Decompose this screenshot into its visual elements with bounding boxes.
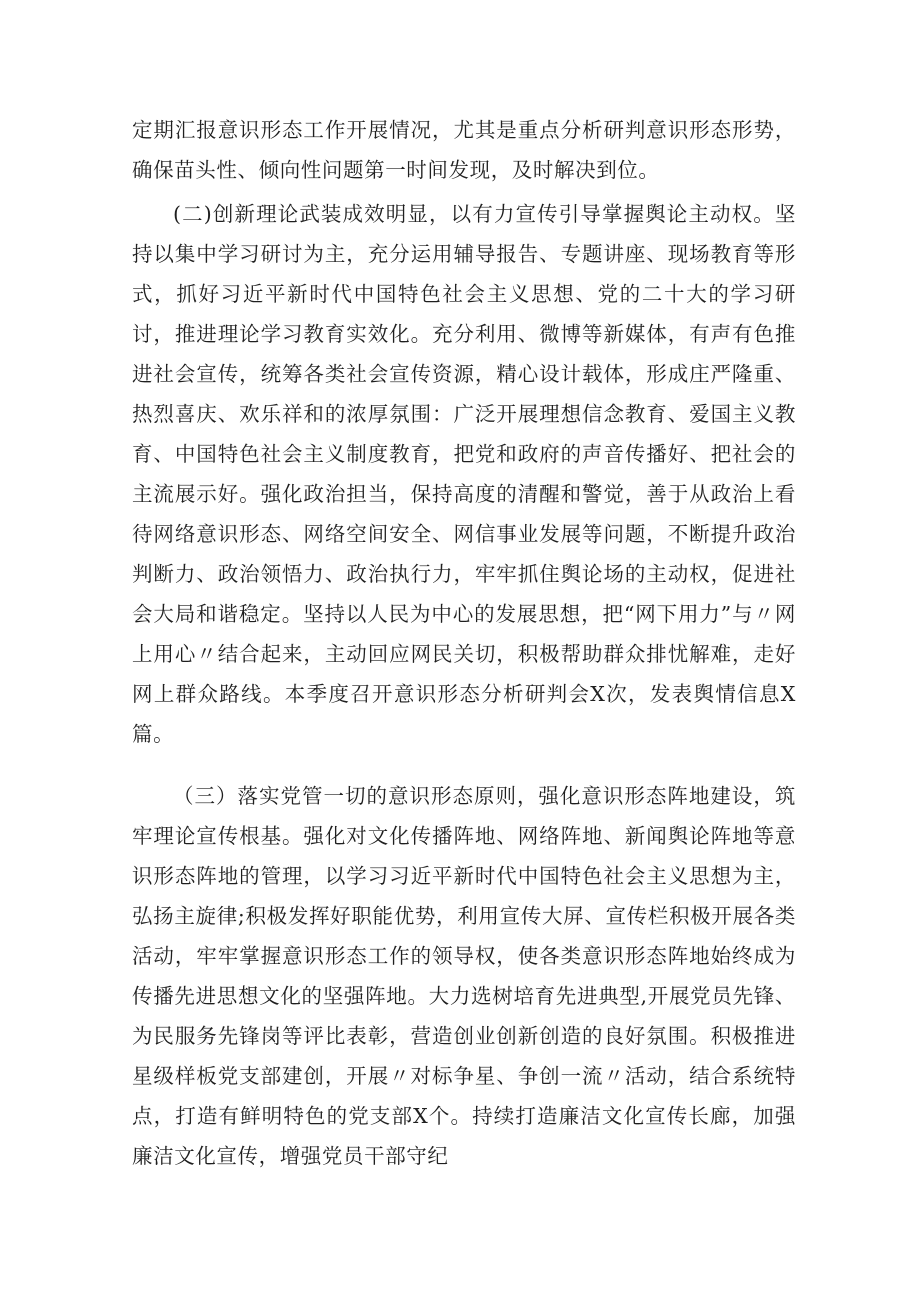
paragraph-2: (二)创新理论武装成效明显，以有力宣传引导掌握舆论主动权。坚持以集中学习研讨为主，充分运用辅导报告、专题讲座、现场教育等形式，抓好习近平新时代中国特色社会主义思想、党的二十大的学习研讨，推进理论学习教育实效化。充分利用、微博等新媒体，有声有色推进社会宣传，统筹各类社会宣传资源，精心设计载体，形成庄严隆重、热烈喜庆、欢乐祥和的浓厚氛围：广泛开展理想信念教育、爱国主义教育、中国特色社会主义制度教育，把党和政府的声音传播好、把社会的主流展示好。强化政治担当，保持高度的清醒和警觉，善于从政治上看待网络意识形态、网络空间安全、网信事业发展等问题，不断提升政治判断力、政治领悟力、政治执行力，牢牢抓住舆论场的主动权，促进社会大局和谐稳定。坚持以人民为中心的发展思想，把“网下用力”与〃网上用心〃结合起来，主动回应网民关切，积极帮助群众排忧解难，走好网上群众路线。本季度召开意识形态分析研判会X次，发表舆情信息X篇。 (132, 202, 796, 746)
document-body (132, 110, 796, 1176)
paragraph-1: 定期汇报意识形态工作开展情况，尤其是重点分析研判意识形态形势，确保苗头性、倾向性问题第一时间发现，及时解决到位。 (132, 118, 796, 182)
paragraph-3: （三）落实党管一切的意识形态原则，强化意识形态阵地建设，筑牢理论宣传根基。强化对文化传播阵地、网络阵地、新闻舆论阵地等意识形态阵地的管理，以学习习近平新时代中国特色社会主义思想为主，弘扬主旋律;积极发挥好职能优势，利用宣传大屏、宣传栏积极开展各类活动，牢牢掌握意识形态工作的领导权，使各类意识形态阵地始终成为传播先进思想文化的坚强阵地。大力选树培育先进典型,开展党员先锋、为民服务先锋岗等评比表彰，营造创业创新创造的良好氛围。积极推进星级样板党支部建创，开展〃对标争星、争创一流〃活动，结合系统特点，打造有鲜明特色的党支部X个。持续打造廉洁文化宣传长廊，加强廉洁文化宣传，增强党员干部守纪 (132, 784, 796, 1168)
